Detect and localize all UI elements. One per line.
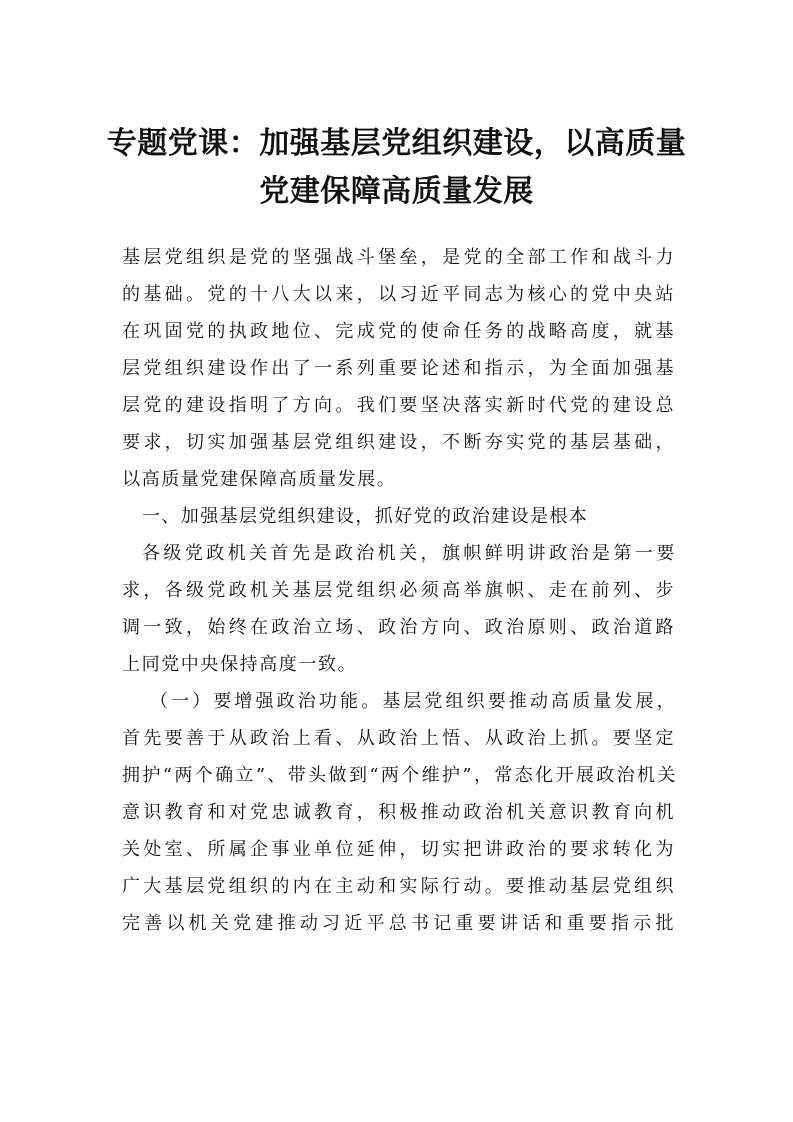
body-text-line: 要求，切实加强基层党组织建设，不断夯实党的基层基础， <box>122 432 676 453</box>
body-text-line: 求，各级党政机关基层党组织必须高举旗帜、走在前列、步 <box>122 580 676 601</box>
body-text-line: 调一致，始终在政治立场、政治方向、政治原则、政治道路 <box>122 617 676 638</box>
body-text-line: 意识教育和对党忠诚教育，积极推动政治机关意识教育向机 <box>122 802 676 823</box>
body-text-line: 首先要善于从政治上看、从政治上悟、从政治上抓。要坚定 <box>122 728 676 749</box>
body-text-line: 以高质量党建保障高质量发展。 <box>122 469 397 490</box>
body-text-line: 层党的建设指明了方向。我们要坚决落实新时代党的建设总 <box>122 395 676 416</box>
body-text-line: 上同党中央保持高度一致。 <box>122 654 358 675</box>
document-title-line-2: 党建保障高质量发展 <box>259 174 534 209</box>
body-text-line: 广大基层党组织的内在主动和实际行动。要推动基层党组织 <box>122 876 676 897</box>
body-text-line: 关处室、所属企事业单位延伸，切实把讲政治的要求转化为 <box>122 839 676 860</box>
body-text-line: 拥护“两个确立”、带头做到“两个维护”，常态化开展政治机关 <box>122 765 676 786</box>
body-text-line: 层党组织建设作出了一系列重要论述和指示，为全面加强基 <box>122 358 676 379</box>
body-text-line: 在巩固党的执政地位、完成党的使命任务的战略高度，就基 <box>122 321 676 342</box>
body-text-line: 的基础。党的十八大以来，以习近平同志为核心的党中央站 <box>122 284 676 305</box>
section-heading: 一、加强基层党组织建设，抓好党的政治建设是根本 <box>142 506 589 527</box>
subsection-line: （一）要增强政治功能。基层党组织要推动高质量发展， <box>150 691 676 712</box>
body-text-line: 基层党组织是党的坚强战斗堡垒，是党的全部工作和战斗力 <box>122 247 676 268</box>
body-text-line: 各级党政机关首先是政治机关，旗帜鲜明讲政治是第一要 <box>142 543 676 564</box>
document-title-line-1: 专题党课：加强基层党组织建设，以高质量 <box>106 126 687 161</box>
body-text-line: 完善以机关党建推动习近平总书记重要讲话和重要指示批 <box>122 913 676 934</box>
